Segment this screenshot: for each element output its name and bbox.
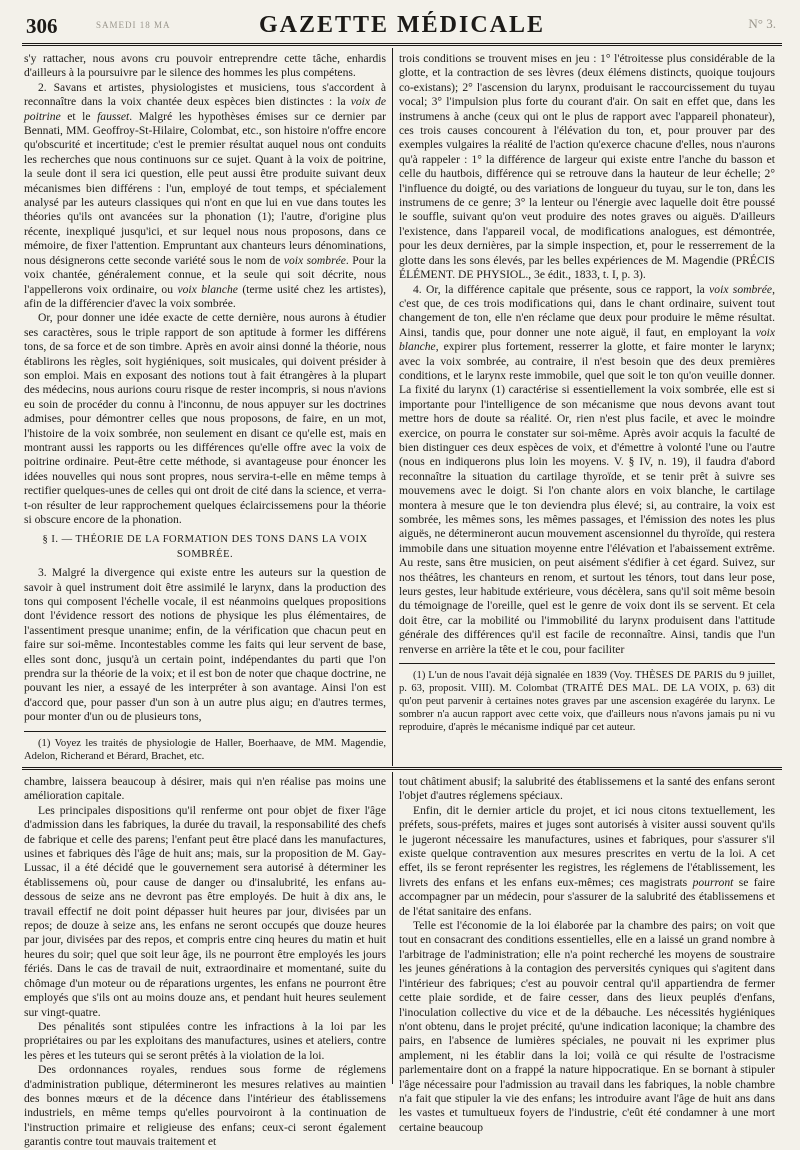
italic-term: voix blanche: [399, 325, 775, 354]
text-run: , c'est que, de ces trois modifications qui, dans le chant ordinaire, suivent tout changement de ton, elle n'en réclame que deux pour produire le même résultat. Ainsi, tandis que, pour donner une note aiguë, il faut, en employant la: [399, 282, 775, 339]
text-run: se faire accompagner par un médecin, pour s'assurer de la salubrité des établissemens et de l'état sanitaire des enfans.: [399, 875, 775, 918]
faded-date: SAMEDI 18 MA: [96, 20, 171, 30]
italic-term: pourront: [692, 875, 734, 889]
paragraph: chambre, laissera beaucoup à désirer, mais qui n'en réalise pas moins une amélioration capitale.: [24, 775, 386, 803]
footnote-text: (1) Voyez les traités de physiologie de Haller, Boerhaave, de MM. Magendie, Adelon, Richerand et Bérard, Brachet, etc.: [24, 737, 386, 762]
paragraph: s'y rattacher, nous avons cru pouvoir entreprendre cette tâche, enhardis d'ailleurs à la poursuivre par le silence des hommes les plus compétens.: [24, 52, 386, 80]
text-run: 4. Or, la différence capitale que présente, sous ce rapport, la: [413, 282, 710, 296]
paragraph: [24, 81, 386, 312]
italic-term: voix sombrée: [709, 282, 773, 296]
text-run: . Malgré les hypothèses émises sur ce dernier par Bennati, MM. Geoffroy-St-Hilaire, Colombat, etc., son histoire n'offre encore qu'obscurité et incertitude; c'est le premier résultat auquel nous ont conduits les recherches que nous continuons sur ce sujet. Quant à la voix de poitrine, la seule dont il sera ici question, elle peut aussi être produite suivant deux mécanismes bien différens : l'un, employé de tout temps, et spécialement analysé par les auteurs classiques qui n'ont en que lui en vue dans toutes les théories qu'ils ont avancées sur la phonation (1); l'autre, d'origine plus récente, inexpliqué jusqu'ici, et sur lequel nous nous proposons, dans ce mémoire, de fixer l'attention. Empruntant aux chanteurs leurs dénominations, nous désignerons cette seconde variété sous le nom de: [24, 109, 386, 267]
footnote: [24, 737, 386, 763]
issue-mark: N° 3.: [748, 16, 776, 31]
paragraph: 3. Malgré la divergence qui existe entre les auteurs sur la question de savoir à quel instrument doit être assimilé le larynx, dans la production des tons qui composent l'échelle vocale, il est néanmoins quelques propositions dont l'évidence ressort des notions de physique les plus élémentaires, de l'assentiment presque unanime; enfin, de la vérification que chacun peut en faire sur soi-même. Incontestables comme les faits qui leur servent de base, elles sont donc, jusqu'à un certain point, indépendantes du parti que l'on prendra sur la théorie de la voix; et il est bon de noter que chaque doctrine, ne pouvant les nier, a essayé de les interpréter à son avantage. Ainsi l'on est d'accord que, pour passer d'un son à un autre plus aigu; en d'autres termes, pour monter d'un ou de plusieurs tons,: [24, 566, 386, 724]
paragraph: [399, 804, 775, 919]
text-run: Enfin, dit le dernier article du projet, et ici nous citons textuellement, les préfets, sous-préfets, maires et juges sont autorisés à visiter aussi souvent qu'ils le jugeront nécessaire les manufactures, usines et fabriques, pour s'assurer s'il existe quelque contravention aux mesures prescrites en vertu de la loi. A cet effet, ils se feront représenter les registres, les réglemens de l'établissement, les livrets des enfans et les enfans eux-mêmes; ces magistrats: [399, 803, 775, 889]
italic-term: voix de poitrine: [24, 95, 386, 123]
section-divider: [22, 767, 782, 770]
article-column-left: [24, 52, 386, 763]
italic-term: voix sombrée: [283, 253, 346, 267]
italic-term: fausset: [97, 109, 130, 123]
page-number: 306: [26, 14, 58, 38]
paragraph: Telle est l'économie de la loi élaborée par la chambre des pairs; on voit que tout en consacrant des conditions essentielles, elle en a laissé un grand nombre à l'arbitrage de l'administration; elle n'a point recherché les moyens de soustraire les jeunes générations à la contagion des perversités cyniques qui s'agitent dans l'intérieur des fabriques; c'est au pouvoir central qu'il appartiendra de fermer cette plaie sordide, et de faire cesser, dans des lieux peuplés d'enfans, l'inoculation collective du vice et de la débauche. Les nécessités hygiéniques n'ont obtenu, dans le projet précité, qu'une indication laconique; la chambre des pairs, en l'absence de lumières spéciales, ne pouvait ni les exprimer plus amplement, ni les établir dans la loi; voilà ce qui résulte de l'ostracisme parlementaire dont on a frappé la nature hippocratique. En se bornant à stipuler l'âge nécessaire pour l'admission au travail dans les fabriques, la noble chambre n'a fait que stipuler la vie des enfans; les introduire avant l'âge de huit ans dans les vastes et tumultueux foyers de l'industrie, c'eût été condamner à une mort certaine beaucoup: [399, 919, 775, 1134]
text-run: et le: [60, 109, 98, 123]
footnote-rule: [24, 731, 386, 732]
paragraph: Des ordonnances royales, rendues sous forme de réglemens d'administration publique, détermineront les mesures relatives au maintien des bonnes mœurs et de la décence dans l'intérieur des établissemens industriels, en même temps qu'elles pourvoiront à la continuation de l'instruction primaire et religieuse des enfans; ceux-ci seront également garantis contre tout mauvais traitement et: [24, 1063, 386, 1149]
paragraph: tout châtiment abusif; la salubrité des établissemens et la santé des enfans seront l'objet d'autres réglemens spéciaux.: [399, 775, 775, 803]
feuilleton-column-left: [24, 775, 386, 1150]
italic-term: voix blanche: [177, 282, 238, 296]
masthead: [22, 8, 782, 42]
paragraph: Les principales dispositions qu'il renferme ont pour objet de fixer l'âge d'admission dans les fabriques, la durée du travail, la responsabilité des chefs de fabrique et celle des parens; l'enfant peut être placé dans les manufactures, usines et fabriques dès l'âge de huit ans; mais, sur la proposition de M. Gay-Lussac, il a été décidé que le gouvernement sera autorisé à déterminer les établissemens où, pour cause de danger ou d'insalubrité, les enfans au-dessous de seize ans ne devront pas être employés. De huit à dix ans, le travail effectif ne doit point dépasser huit heures par jour, divisées par un repos; de douze à seize ans, les enfans ne seront occupés que douze heures par jour, divisées par des repos, et compris entre cinq heures du matin et huit heures du soir; quel que soit leur âge, ils ne pourront être employés les jours fériés. Dans le cas de travail de nuit, extraordinaire et momentané, suite du chômage d'un moteur ou de réparations urgentes, les enfans ne pourront être employés que s'ils ont au moins douze ans, et pendant huit heures seulement sur vingt-quatre.: [24, 803, 386, 1019]
section-heading: § I. — THÉORIE DE LA FORMATION DES TONS DANS LA VOIX SOMBRÉE.: [42, 534, 368, 560]
text-run: 2. Savans et artistes, physiologistes et musiciens, tous s'accordent à reconnaître dans la voix chantée deux espèces bien distinctes : la: [24, 80, 386, 109]
column-divider-bottom: [392, 772, 393, 1084]
feuilleton-column-right: [399, 775, 775, 1135]
paragraph: trois conditions se trouvent mises en jeu : 1° l'étroitesse plus considérable de la glotte, et la contraction de ses lèvres (deux élémens distincts, quoique toujours co-existans); 2° l'ascension du larynx, produisant le raccourcissement du tuyau vocal; 3° l'impulsion plus forte du courant d'air. On sait en effet que, dans les instrumens à anche (ceux qui ont le plus de rapport avec l'appareil phonateur), ces trois causes concourent à l'élévation du ton, et, pour prouver par des exemples vulgaires la réalité de l'action qu'exerce chacune d'elles, nous n'aurons qu'à rappeler : 1° la différence de largeur qui existe entre l'anche du basson et celle du hautbois, différence qui se retrouve dans la hauteur de leur échelle; 2° l'influence du doigté, ou des variations de longueur du tuyau, sur le ton, dans les instrumens de ce genre; 3° la lenteur ou l'énergie avec laquelle doit être poussé le souffle, suivant qu'on veut produire des notes graves ou aiguës. D'ailleurs l'existence, dans l'appareil vocal, de modifications analogues, est démontrée, pour les deux dernières, par la simple inspection, et, pour le resserrement de la glotte dans les sons élevés, par les belles expériences de M. Magendie (PRÉCIS ÉLÉMENT. DE PHYSIOL., 3e édit., 1833, t. I, p. 3).: [399, 52, 775, 282]
journal-title: GAZETTE MÉDICALE: [258, 12, 546, 38]
footnote-text: (1) L'un de nous l'avait déjà signalée en 1839 (Voy. THÈSES DE PARIS du 9 juillet, p. 63, proposit. VIII). M. Colombat (TRAITÉ DES MAL. DE LA VOIX, p. 63) dit qu'on peut parvenir à certaines notes graves par une ascension exagérée du larynx. Le sombrer n'a aucun rapport avec cette voix, que d'ailleurs nous n'avons jamais pu ni vu reproduire, d'après le mécanisme indiqué par cet auteur.: [399, 670, 775, 734]
header-rule: [22, 43, 782, 46]
text-run: . Pour la voix chantée, généralement connue, et la seule qui soit décrite, nous l'appellerons voix ordinaire, ou: [24, 253, 386, 296]
article-column-right: [399, 52, 775, 734]
text-run: (terme usité chez les artistes), afin de la différencier d'avec la voix sombrée.: [24, 282, 386, 310]
paragraph: Or, pour donner une idée exacte de cette dernière, nous aurons à étudier ses caractères, sous le triple rapport de son aptitude à former les différens tons, de sa force et de son timbre. Après en avoir ainsi donné la théorie, nous établirons les règles, soit hygiéniques, soit musicales, qui doivent présider à son emploi. Mais en exposant des notions tout à fait étrangères à la plupart des médecins, nous aurions couru risque de rester incompris, si nous n'avions eu soin de procéder du connu à l'inconnu, de nous appuyer sur les doctrines admises, pour démontrer celles que nous proposons, de faire, en un mot, l'histoire de la voix sombrée, non seulement en disant ce qu'elle est, mais en montrant aussi les rapports ou les différences qu'elle offre avec la voix de poitrine ordinaire. Peut-être cette méthode, si avantageuse pour énoncer les idées nouvelles qui nous sont propres, nous servira-t-elle en même temps à rectifier quelques-unes de celles qui ont droit de cité dans la science, et verra-t-on résulter de leur rapprochement quelques éclaircissemens pour la théorie si obscure encore de la phonation.: [24, 311, 386, 526]
text-run: , expirer plus fortement, resserrer la glotte, et faire monter le larynx; avec la voix sombrée, au contraire, il n'est besoin que des deux premières conditions, et le larynx reste immobile, quel que soit le ton qu'on veuille donner. La fixité du larynx (1) caractérise si essentiellement la voix sombrée, elle est si importante pour l'intelligence de son mécanisme que nous devons avant tout mettre hors de doute sa réalité. Or, rien n'est plus facile, et avec le moindre exercice, on pourra le constater sur soi-même. Après avoir acquis la faculté de bien distinguer ces deux espèces de voix, et d'émettre à volonté l'une ou l'autre (nous en indiquerons plus loin les moyens. V. § IV, n. 19), il faudra d'abord reconnaître la situation du cartilage thyroïde, et se tenir prêt à suivre ses mouvemens avec le doigt. Si l'on chante alors en voix blanche, le cartilage montera à mesure que le ton deviendra plus élevé; si, au contraire, la voix est sombrée, les mêmes sons, les mêmes passages, et l'émission des notes les plus aiguës, ne détermineront aucun mouvement ascensionnel du thyroïde, qui restera immobile dans une situation moyenne entre l'élévation et l'abaissement extrême. Au reste, sans être musicien, on peut aisément s'édifier à cet égard. Suivez, sur nos théâtres, les chanteurs en renom, et surtout les ténors, tout dans leur pose, leurs gestes, leur habitude extérieure, vous décèlera, sans qu'il soit même besoin du témoignage de l'oreille, quel est le genre de voix dont ils se servent. Et cela doit être, car la mobilité ou l'immobilité du larynx produisent dans l'attitude générale des différences qu'il est facile de reconnaître. Ainsi, tandis que l'un renverse en arrière la tête et le cou, pour faciliter: [399, 340, 775, 656]
footnote-rule: [399, 663, 775, 664]
paragraph: Des pénalités sont stipulées contre les infractions à la loi par les propriétaires ou par les exploitans des manufactures, usines et ateliers, contre les pères et les tuteurs qui se seront prêtés à la violation de la loi.: [24, 1019, 386, 1062]
column-divider-top: [392, 48, 393, 766]
footnote: [399, 669, 775, 734]
paragraph: [399, 283, 775, 658]
